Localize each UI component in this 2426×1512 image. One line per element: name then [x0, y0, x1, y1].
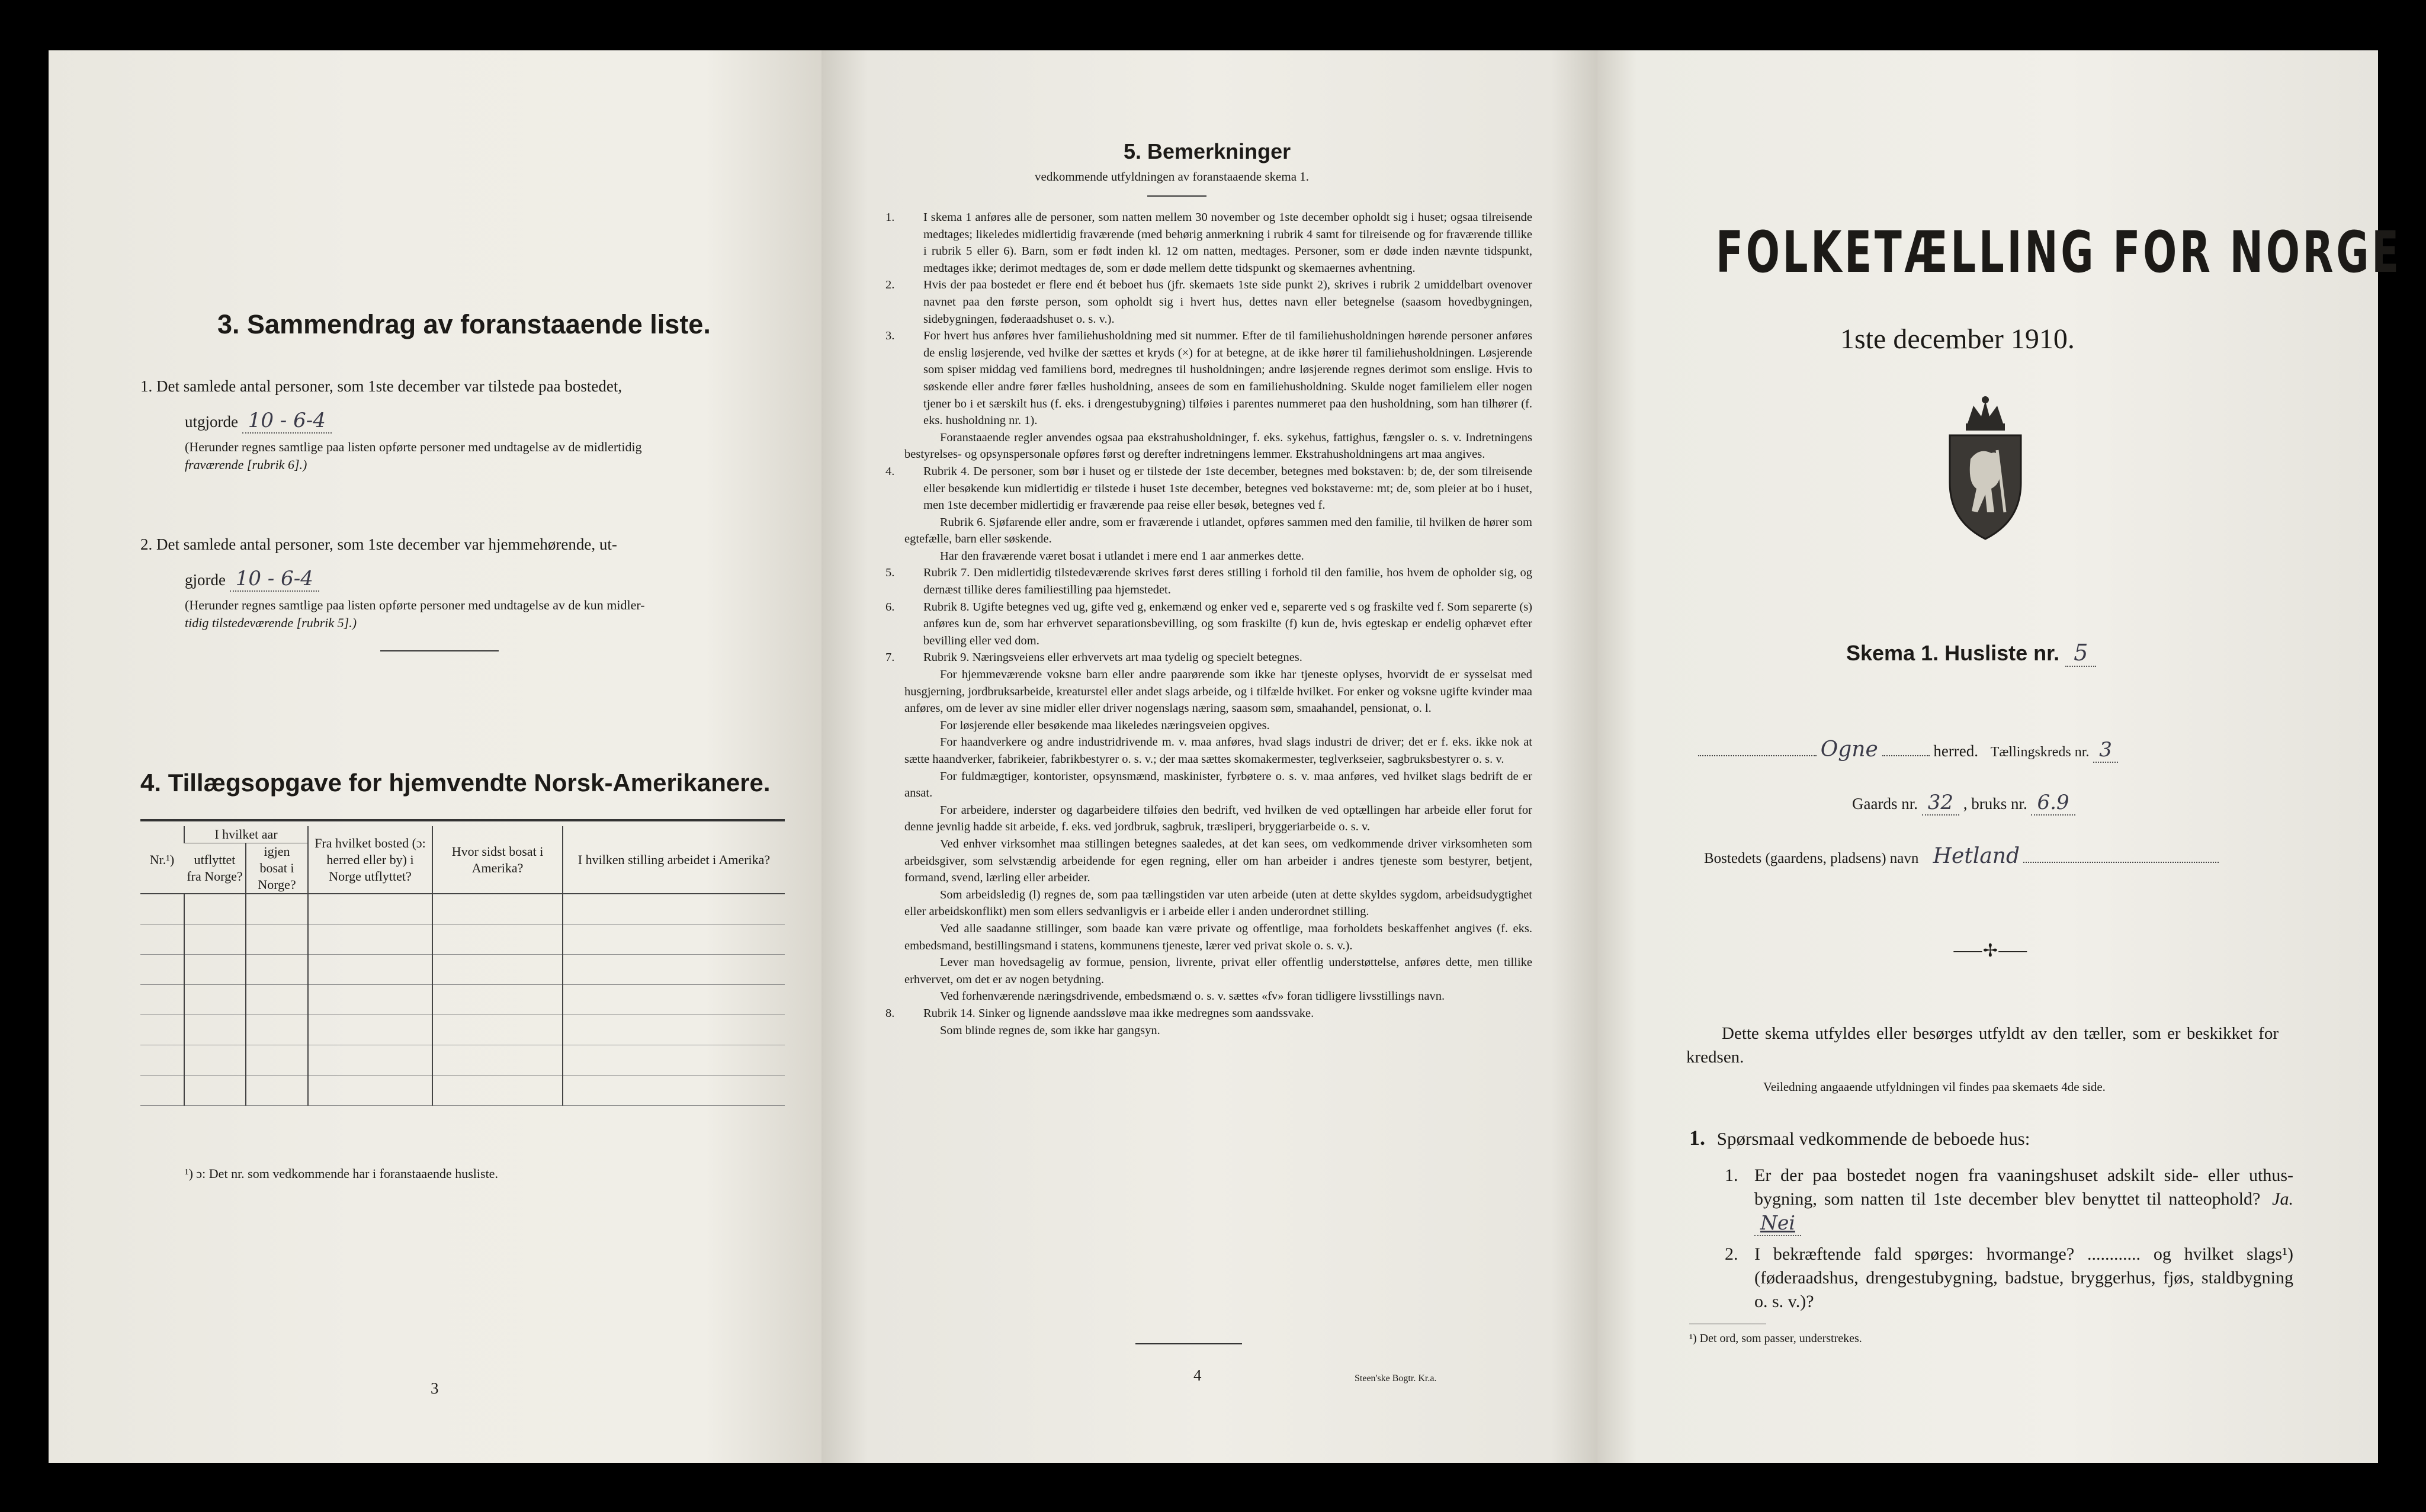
left-page: [49, 50, 821, 1463]
table-row: [140, 985, 785, 1015]
question-2-number: 2.: [1725, 1244, 1738, 1264]
remark-text: Ved enhver virksomhet maa stillingen betegnes saaledes, at det kan sees, om vedkommende driver virksomheten som arbeidsgiver, som selvstændig arbeidende for egen regning, eller om han arbeider i andres tjeneste som bestyrer, betjent, formand, svend, lærling eller arbeider.: [904, 837, 1532, 885]
col-group: I hvilket aar: [184, 826, 308, 843]
table-top-rule: [140, 819, 785, 821]
col-utflyttet: utflyttet fra Norge?: [184, 843, 246, 894]
schema-line: [1846, 640, 2096, 667]
col-amerika-bosat: Hvor sidst bosat i Amerika?: [432, 826, 563, 894]
bosted-line: [1704, 844, 2219, 868]
right-footnote: ¹) Det ord, som passer, understrekes.: [1689, 1332, 1862, 1345]
table-footnote: ¹) ɔ: Det nr. som vedkommende har i foranstaaende husliste.: [185, 1166, 498, 1181]
remark-item: [885, 1005, 1532, 1022]
bruks-value: 6.9: [2031, 791, 2075, 816]
page-number-4: 4: [1193, 1366, 1202, 1384]
herred-leader: [1698, 755, 1817, 756]
remark-number: 8.: [885, 1006, 895, 1020]
table-row: [140, 955, 785, 985]
gaards-line: [1852, 791, 2075, 816]
col-igjen-bosat: igjen bosat i Norge?: [246, 843, 308, 894]
remark-text: Rubrik 7. Den midlertidig tilstedeværende skrives først deres stilling i forhold til den familie, hos hvem de opholder sig, og dernæst tillike deres familiestilling paa hjemstedet.: [923, 566, 1532, 597]
remark-text: For hvert hus anføres hver familiehusholdning med sit nummer. Efter de til familiehusholdningen hørende personer anføres de enslig løsjerende, ved hvilke der sættes et kryds (×) for at betegne, at de ikke hører til familiehusholdningen. Løsjerende som spiser middag ved familiens bord, medregnes til husholdningen; andre løsjerende regnes derimot som enslige. Hvis to søskende eller andre fører fælles husholdning, ansees de som en familiehusholdning. Skulde noget familielem eller nogen tjener bo i et særskilt hus (f. eks. i drengestubygning) tilføies i parentes nummeret paa den husholdning, som han tilhører (f. eks. husholdning nr. 1).: [923, 329, 1532, 428]
printer-mark: Steen'ske Bogtr. Kr.a.: [1355, 1373, 1437, 1383]
question-1-answer-label: Ja.: [2272, 1189, 2293, 1209]
section3-title: 3. Sammendrag av foranstaaende liste.: [217, 309, 711, 339]
bruks-label: , bruks nr.: [1963, 795, 2027, 813]
item1-line: [185, 409, 332, 434]
herred-line: [1698, 737, 2118, 763]
remark-text: For arbeidere, inderster og dagarbeidere tilføies den bedrift, ved hvilken de ved optællingen har arbeide eller forut for denne jevnlig hadde sit arbeide, f. eks. ved jordbruk, sagbruk, træsliperi, bryggeriarbeide o. s. v.: [904, 803, 1532, 834]
item1-note: [185, 438, 777, 474]
remark-number: 2.: [885, 278, 895, 292]
remark-text: Rubrik 8. Ugifte betegnes ved ug, gifte ved g, enkemænd og enker ved e, separerte ved s og fraskilte ved f. Som separerte (s) anføres kun de, som har erhvervet separationsbevilling, og som fraskilte (f) kun de, hvis egteskap er endelig ophævet efter bevilling eller ved dom.: [923, 600, 1532, 647]
remark-text: Foranstaaende regler anvendes ogsaa paa ekstrahusholdninger, f. eks. sykehus, fattighus, fængsler o. s. v. Indretningens bestyrelses- og opsynspersonale opføres først og derefter indretningens lemmer. Ekstrahusholdningens art maa angives.: [904, 431, 1532, 461]
remark-number: 4.: [885, 464, 895, 478]
remark-item: [904, 768, 1532, 802]
question-2: [1725, 1243, 2293, 1314]
bosted-label: Bostedets (gaardens, pladsens) navn: [1704, 850, 1919, 866]
right-page: [1597, 50, 2402, 1463]
remarks-title: 5. Bemerkninger: [1124, 139, 1291, 163]
remark-item: [904, 717, 1532, 734]
remark-text: Som arbeidsledig (l) regnes de, som paa tællingstiden var uten arbeide (uten at dette skyldes sygdom, arbeidsudygtighet eller arbeidskonflikt) men som ellers sedvanligvis er i arbeide eller i anden underordnet stilling.: [904, 888, 1532, 919]
remark-item: [904, 514, 1532, 548]
krets-value: 3: [2093, 738, 2118, 763]
remark-item: [904, 666, 1532, 717]
remark-item: [904, 734, 1532, 768]
remark-text: Rubrik 4. De personer, som bør i huset og er tilstede der 1ste december, betegnes med bokstaven: b; de, der som tilreisende eller besøkende kun midlertidig er tilstede i huset 1ste december, betegnes ved bokstaverne: mt; de, som pleier at bo i huset, men 1ste december midlertidig er fraværende paa reise eller besøk, betegnes ved f.: [923, 464, 1532, 512]
herred-label: herred.: [1933, 742, 1979, 760]
norsk-amerikanere-table: [140, 826, 785, 1106]
divider: [1135, 1343, 1242, 1344]
remark-item: [885, 328, 1532, 429]
remark-number: 7.: [885, 651, 895, 664]
question-1-number: 1.: [1725, 1166, 1738, 1185]
item2-value: 10 - 6-4: [230, 567, 319, 592]
remark-item: [904, 836, 1532, 887]
remark-text: Rubrik 6. Sjøfarende eller andre, som er fraværende i utlandet, opføres sammen med den familie, til hvilken de hører som egtefælle, barn eller søskende.: [904, 515, 1532, 546]
question-header: [1689, 1125, 2030, 1150]
item1-note-a: (Herunder regnes samtlige paa listen opførte personer med undtagelse av de midlertidig: [185, 439, 642, 454]
remark-item: [885, 209, 1532, 277]
item1-text: 1. Det samlede antal personer, som 1ste december var tilstede paa bostedet,: [140, 377, 622, 395]
question-1-answer: Nei: [1754, 1211, 1801, 1236]
question-1-text: Er der paa bostedet nogen fra vaaningshuset adskilt side- eller uthus-bygning, som natten til 1ste december blev benyttet til natteophold?: [1754, 1166, 2293, 1209]
table-row: [140, 894, 785, 924]
divider: [380, 650, 499, 651]
remark-item: [904, 887, 1532, 920]
item2-note-b: tidig tilstedeværende [rubrik 5].): [185, 615, 357, 630]
remark-number: 1.: [885, 211, 895, 224]
col-nr: Nr.¹): [140, 826, 184, 894]
page-number-3: 3: [431, 1379, 439, 1397]
remark-item: [885, 564, 1532, 598]
remark-number: 3.: [885, 329, 895, 343]
remark-text: For fuldmægtiger, kontorister, opsynsmænd, maskinister, fyrbøtere o. s. v. maa anføres, ved hvilket slags bedrift de er ansat.: [904, 769, 1532, 800]
question-header-text: Spørsmaal vedkommende de beboede hus:: [1716, 1128, 2030, 1149]
question-1-body: [1754, 1164, 2293, 1236]
section4-title: 4. Tillægsopgave for hjemvendte Norsk-Amerikanere.: [140, 769, 771, 797]
table-row: [140, 924, 785, 955]
remark-number: 6.: [885, 600, 895, 614]
middle-page: [821, 50, 1597, 1463]
bosted-value: Hetland: [1933, 844, 2020, 868]
herred-dots: [1882, 755, 1930, 756]
question-header-number: 1.: [1689, 1126, 1705, 1150]
remark-item: [885, 277, 1532, 328]
schema-number: 5: [2065, 640, 2096, 667]
remark-item: [904, 1022, 1532, 1039]
item2-line: [185, 567, 319, 592]
item1-prefix: utgjorde: [185, 413, 238, 431]
ornament-icon: ⸺✢⸺: [1953, 941, 2028, 961]
item2-note-a: (Herunder regnes samtlige paa listen opførte personer med undtagelse av de kun midler-: [185, 598, 645, 612]
item2-note: [185, 596, 777, 632]
herred-value: Ogne: [1820, 737, 1878, 762]
remark-text: Rubrik 9. Næringsveiens eller erhvervets art maa tydelig og specielt betegnes.: [923, 651, 1302, 664]
col-fra-bosted: Fra hvilket bosted (ɔ: herred eller by) i Norge utflyttet?: [308, 826, 432, 894]
remark-item: [904, 548, 1532, 565]
census-date: 1ste december 1910.: [1840, 323, 2075, 355]
remark-item: [904, 920, 1532, 954]
remark-text: Rubrik 14. Sinker og lignende aandssløve maa ikke medregnes som aandssvake.: [923, 1006, 1314, 1020]
item2-text: 2. Det samlede antal personer, som 1ste december var hjemmehørende, ut-: [140, 535, 617, 553]
remark-number: 5.: [885, 566, 895, 580]
remark-item: [885, 649, 1532, 666]
col-stilling: I hvilken stilling arbeidet i Amerika?: [563, 826, 785, 894]
norway-coat-of-arms-icon: [1935, 394, 2036, 542]
table-row: [140, 1045, 785, 1076]
remark-text: Har den fraværende været bosat i utlandet i mere end 1 aar anmerkes dette.: [940, 549, 1304, 563]
remark-item: [904, 429, 1532, 463]
remark-text: Ved forhenværende næringsdrivende, embedsmænd o. s. v. sættes «fv» foran tidligere livsstillings navn.: [940, 990, 1445, 1003]
item2-prefix: gjorde: [185, 571, 226, 589]
intro-note: Veiledning angaaende utfyldningen vil findes paa skemaets 4de side.: [1763, 1080, 2106, 1094]
remark-text: Hvis der paa bostedet er flere end ét beboet hus (jfr. skemaets 1ste side punkt 2), skrives i rubrik 2 umiddelbart ovenover navnet paa den første person, som opholdt sig i hvert hus, dettes navn eller betegnelse (saasom hovedbygningen, sidebygningen, føderaadshuset o. s. v.).: [923, 278, 1532, 326]
divider: [1147, 195, 1206, 197]
remark-text: For hjemmeværende voksne barn eller andre paarørende som ikke har tjeneste oplyses, hvorvidt de er sysselsat med husgjerning, jordbruksarbeide, kreaturstel eller andet slags arbeide, og i tilfælde hvilket. For enker og voksne ugifte kvinder maa anføres, om de lever av sine midler eller driver nogenslags næring, saasom søm, smaahandel, pensionat, o. l.: [904, 668, 1532, 715]
remarks-subtitle: vedkommende utfyldningen av foranstaaende skema 1.: [1035, 169, 1310, 184]
remark-text: For haandverkere og andre industridrivende m. v. maa anføres, hvad slags industri de driver; det er f. eks. ikke nok at sætte haandverker, fabrikeier, fabrikbestyrer o. s. v.; der maa sættes skomakermester, teglverkseier, sagbruksbestyrer o. s. v.: [904, 736, 1532, 766]
schema-label: Skema 1. Husliste nr.: [1846, 641, 2060, 665]
table-row: [140, 1076, 785, 1106]
remark-item: [904, 988, 1532, 1005]
remark-item: [885, 463, 1532, 514]
remark-item: [904, 954, 1532, 988]
remark-text: I skema 1 anføres alle de personer, som natten mellem 30 november og 1ste december opholdt sig i huset; ogsaa tilreisende medtages; likeledes midlertidig fraværende (med behørig anmerkning i rubrik 4 samt for tilreisende og for fraværende tillike i rubrik 5 eller 6). Barn, som er født inden kl. 12 om natten, medtages. Personer, som er døde inden nævnte tidspunkt, medtages ikke; derimot medtages de, som er døde mellem dette tidspunkt og skemaernes avhentning.: [923, 211, 1532, 275]
remark-item: [904, 802, 1532, 836]
remark-text: Ved alle saadanne stillinger, som baade kan være private og offentlige, maa forholdets beskaffenhet angives (f. eks. embedsmand, bestillingsmand i statens, kommunens tjeneste, lærer ved privat skole o. s. v.).: [904, 922, 1532, 952]
remark-item: [885, 599, 1532, 650]
census-title: FOLKETÆLLING FOR NORGE: [1716, 219, 2402, 285]
remark-text: For løsjerende eller besøkende maa likeledes næringsveien opgives.: [940, 718, 1270, 732]
item1-note-b: fraværende [rubrik 6].): [185, 457, 307, 472]
remark-text: Som blinde regnes de, som ikke har gangsyn.: [940, 1023, 1160, 1037]
remarks-list: [885, 209, 1532, 1039]
item1-value: 10 - 6-4: [242, 409, 332, 434]
gaards-value: 32: [1922, 791, 1959, 816]
gaards-label: Gaards nr.: [1852, 795, 1918, 813]
table-row: [140, 1015, 785, 1045]
question-2-text: I bekræftende fald spørges: hvormange? ............ og hvilket slags¹) (føderaadshus, drengestubygning, badstue, bryggerhus, fjøs, staldbygning o. s. v.)?: [1754, 1244, 2293, 1311]
remark-text: Lever man hovedsagelig av formue, pension, livrente, privat eller offentlig understøttelse, anføres dette, men tillike erhvervet, om det er av nogen betydning.: [904, 956, 1532, 986]
krets-label: Tællingskreds nr.: [1990, 744, 2090, 760]
bosted-dots: [2023, 862, 2219, 863]
question-1: [1725, 1164, 2293, 1236]
intro-text: Dette skema utfyldes eller besørges utfyldt av den tæller, som er beskikket for kredsen.: [1686, 1024, 2279, 1067]
